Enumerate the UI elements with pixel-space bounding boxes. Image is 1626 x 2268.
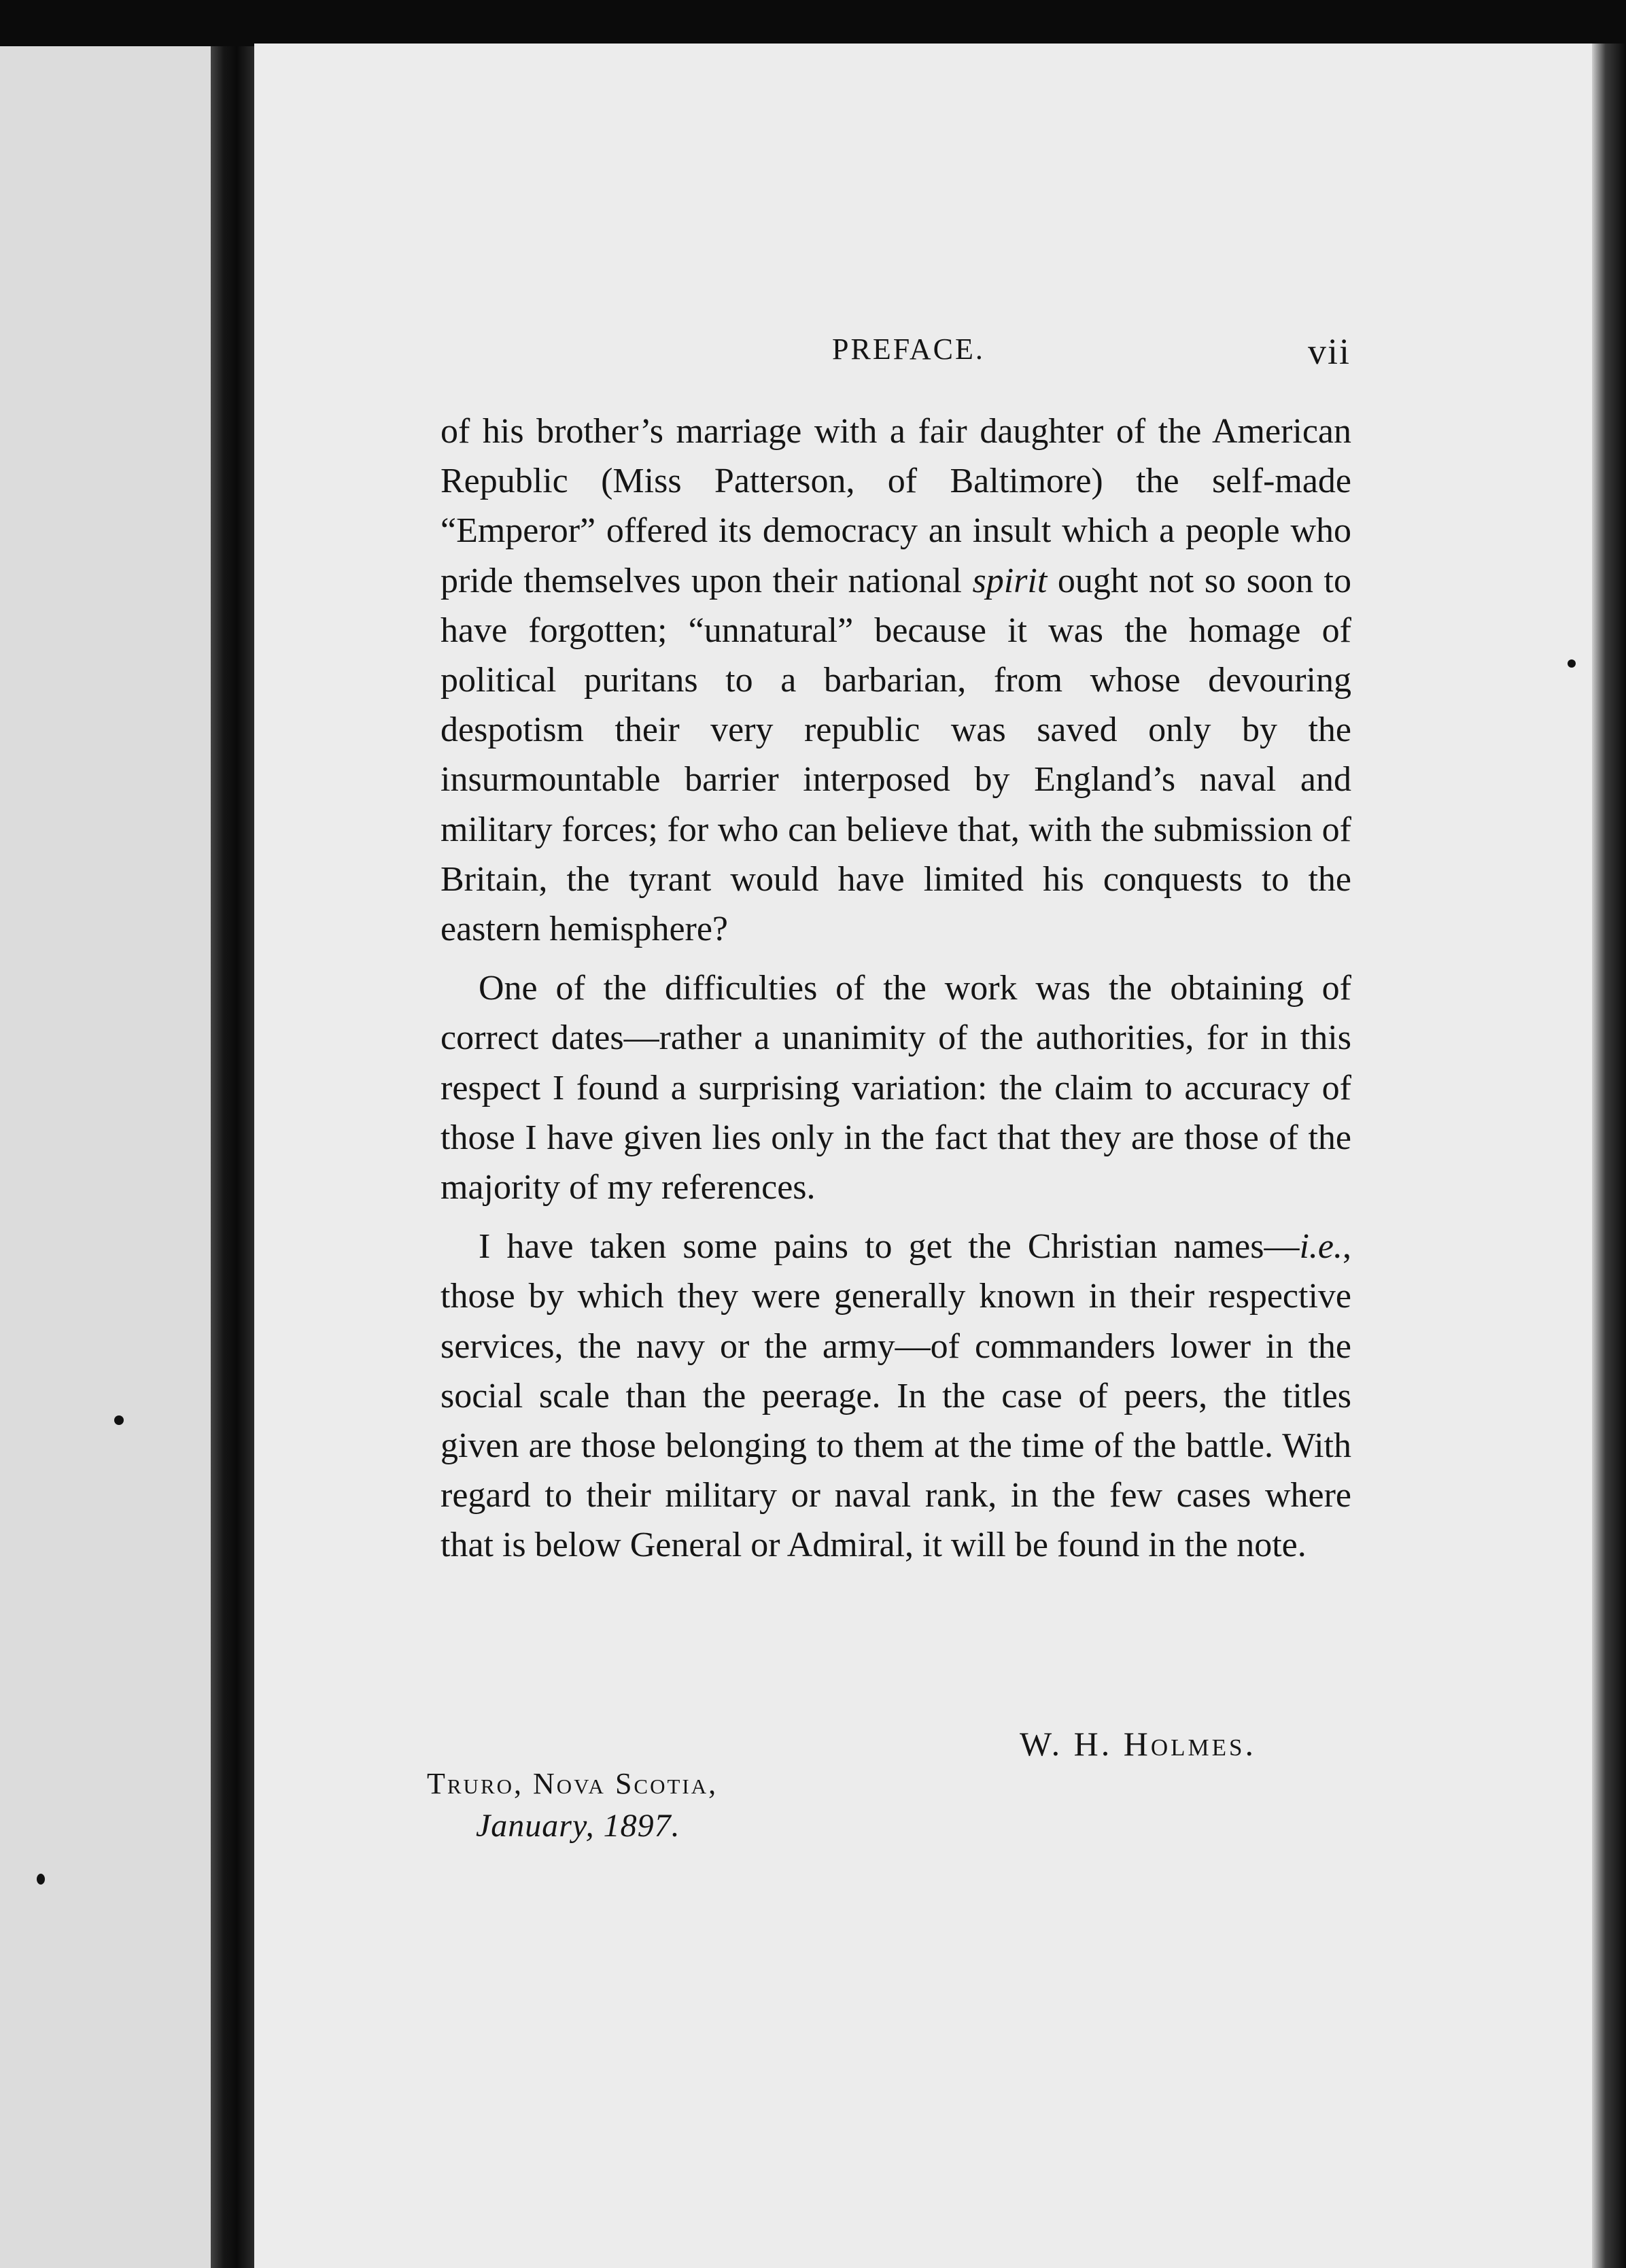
date-line: January, 1897. xyxy=(476,1808,680,1844)
book-gutter xyxy=(211,46,254,2268)
text-run: One of the difficulties of the work was the obtaining of correct dates—rather a unanimity of the authorities, for in this respect I found a surprising variation: the claim to accuracy of those I have given lies only in the fact that they are those of the majority of my references. xyxy=(440,969,1351,1207)
paragraph-2 xyxy=(440,963,1351,1212)
text-run: of his brother’s marriage with a fair daughter of the American Republic (Miss Patterson, of Baltimore) the self-made “Emperor” offered its democracy an insult which a people who pride themselves upon their national xyxy=(440,412,1351,600)
text-run: , those by which they were generally known in their respective services, the navy or the army—of commanders lower in the social scale than the peerage. In the case of peers, the titles given are those belonging to them at the time of the battle. With regard to their military or naval rank, in the few cases where that is below General or Admiral, it will be found in the note. xyxy=(440,1227,1351,1565)
text-run: I have taken some pains to get the Christian names— xyxy=(479,1227,1300,1267)
italic-word: spirit xyxy=(972,561,1048,600)
paragraph-1 xyxy=(440,407,1351,954)
ink-speck xyxy=(1568,659,1576,668)
author-signature: W. H. Holmes. xyxy=(1020,1725,1256,1763)
ink-speck xyxy=(37,1874,45,1885)
place-line: Truro, Nova Scotia, xyxy=(427,1767,719,1800)
preface-body xyxy=(440,407,1351,1570)
ink-speck xyxy=(114,1415,124,1425)
paragraph-3 xyxy=(440,1222,1351,1570)
italic-abbreviation: i.e. xyxy=(1299,1227,1343,1267)
running-head: PREFACE. xyxy=(832,332,985,366)
page-right-edge xyxy=(1592,44,1626,2268)
page-number: vii xyxy=(1308,331,1351,372)
facing-page-edge xyxy=(0,46,211,2268)
text-run: ought not so soon to have forgotten; “unnatural” because it was the homage of political puritans to a barbarian, from whose devouring despotism their very republic was saved only by the insurmountable barrier interposed by England’s naval and military forces; for who can believe that, with the submission of Britain, the tyrant would have limited his conquests to the eastern hemisphere? xyxy=(440,561,1351,949)
